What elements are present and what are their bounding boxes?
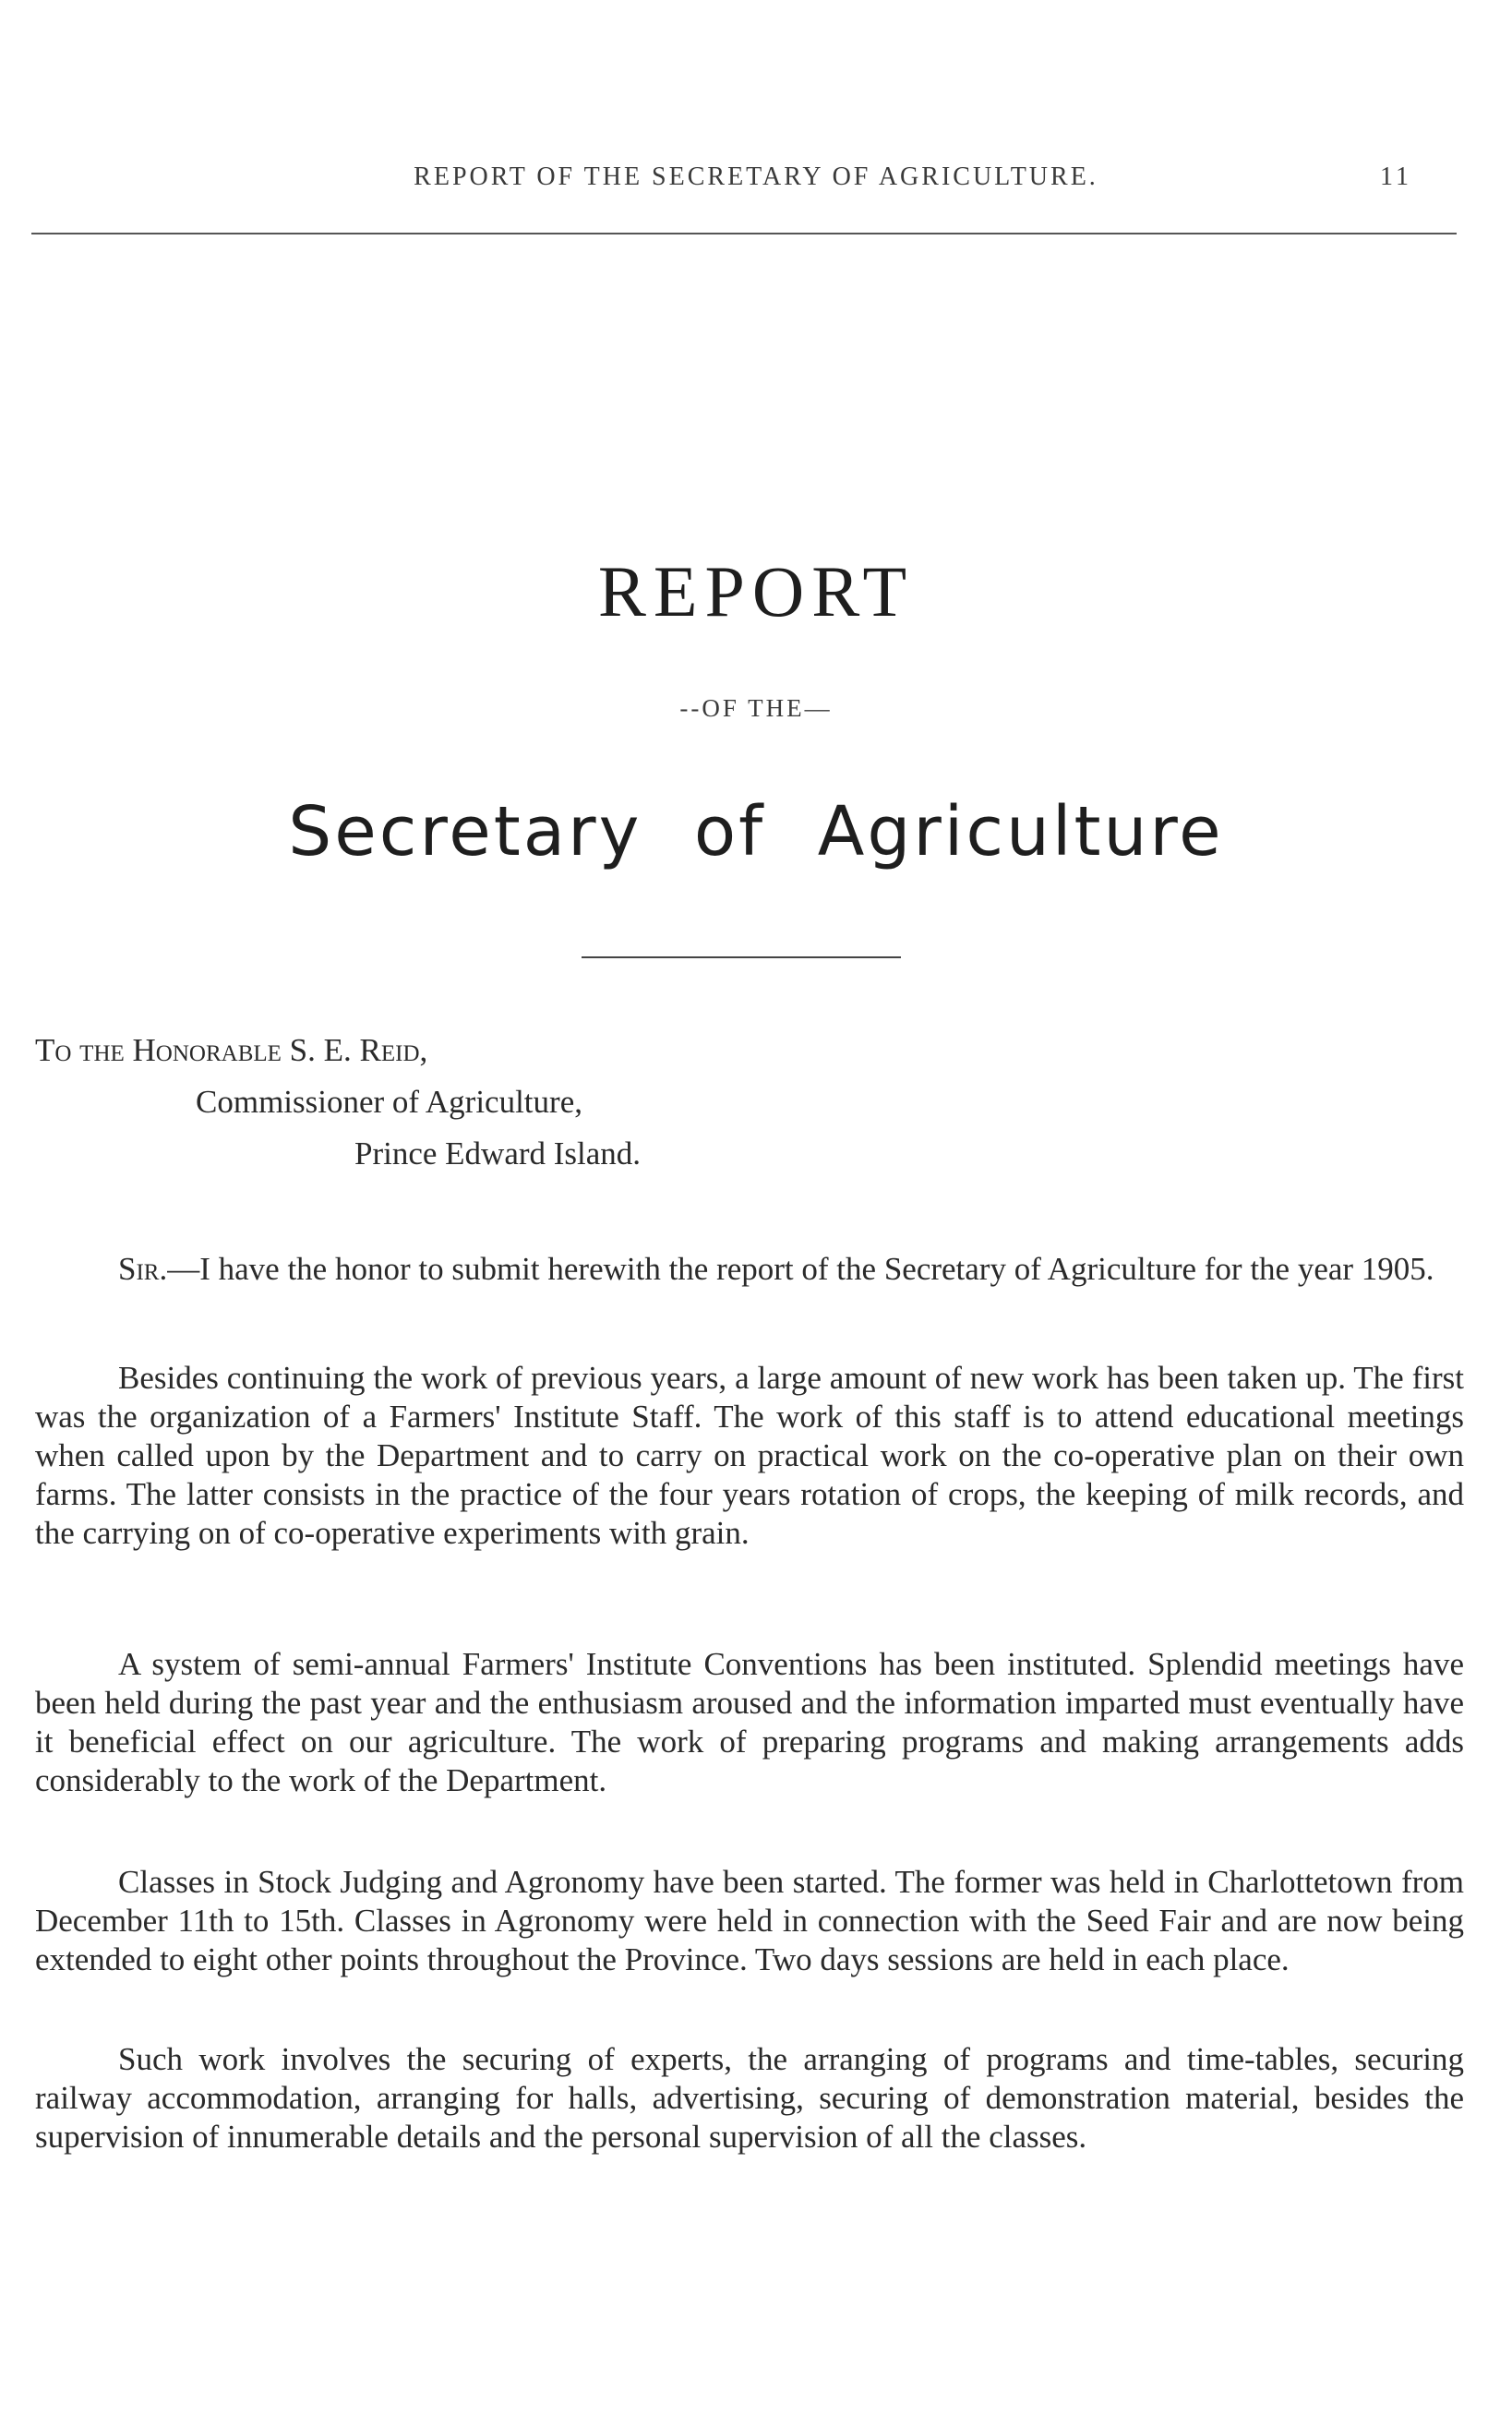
paragraph-5: Such work involves the securing of experts, the arranging of programs and time-tables, securing railway accommodation, arranging for halls, advertising, securing of demonstration material, besides the supervision of innumerable details and the personal supervision of all the classes. [35, 2041, 1464, 2155]
header-divider [31, 233, 1457, 234]
paragraph-1 [35, 1250, 1464, 1289]
report-subject-title: Secretary of Agriculture [288, 792, 1224, 871]
paragraph-3: A system of semi-annual Farmers' Institute Conventions has been instituted. Splendid meetings have been held during the past year and the enthusiasm aroused and the information imparted must eventually have it beneficial effect on our agriculture. The work of preparing programs and making arrangements adds considerably to the work of the Department. [35, 1646, 1464, 1798]
paragraph-1-text: —I have the honor to submit herewith the report of the Secretary of Agriculture for the year 1905. [167, 1251, 1434, 1287]
address-line-3: Prince Edward Island. [354, 1135, 642, 1171]
paragraph-2: Besides continuing the work of previous years, a large amount of new work has been taken up. The first was the organization of a Farmers' Institute Staff. The work of this staff is to attend educational meetings when called upon by the Department and to carry on practical work on the co-operative plan on their own farms. The latter consists in the practice of the four years rotation of crops, the keeping of milk records, and the carrying on of co-operative experiments with grain. [35, 1360, 1464, 1551]
page-number: 11 [1380, 162, 1412, 191]
report-title: REPORT [597, 551, 915, 631]
title-divider [582, 956, 901, 958]
address-line-2: Commissioner of Agriculture, [196, 1084, 582, 1120]
paragraph-4: Classes in Stock Judging and Agronomy have been started. The former was held in Charlottetown from December 11th to 15th. Classes in Agronomy were held in connection with the Seed Fair and are now being extended to eight other points throughout the Province. Two days sessions are held in each place. [35, 1864, 1464, 1977]
salutation: Sir. [118, 1251, 168, 1287]
address-line-1 [35, 1032, 427, 1069]
address-name: S. E. Reid, [289, 1032, 428, 1068]
report-title-connector: --OF THE— [679, 694, 833, 722]
running-head: REPORT OF THE SECRETARY OF AGRICULTURE. [414, 162, 1098, 191]
address-prefix: To the Honorable [35, 1032, 282, 1068]
